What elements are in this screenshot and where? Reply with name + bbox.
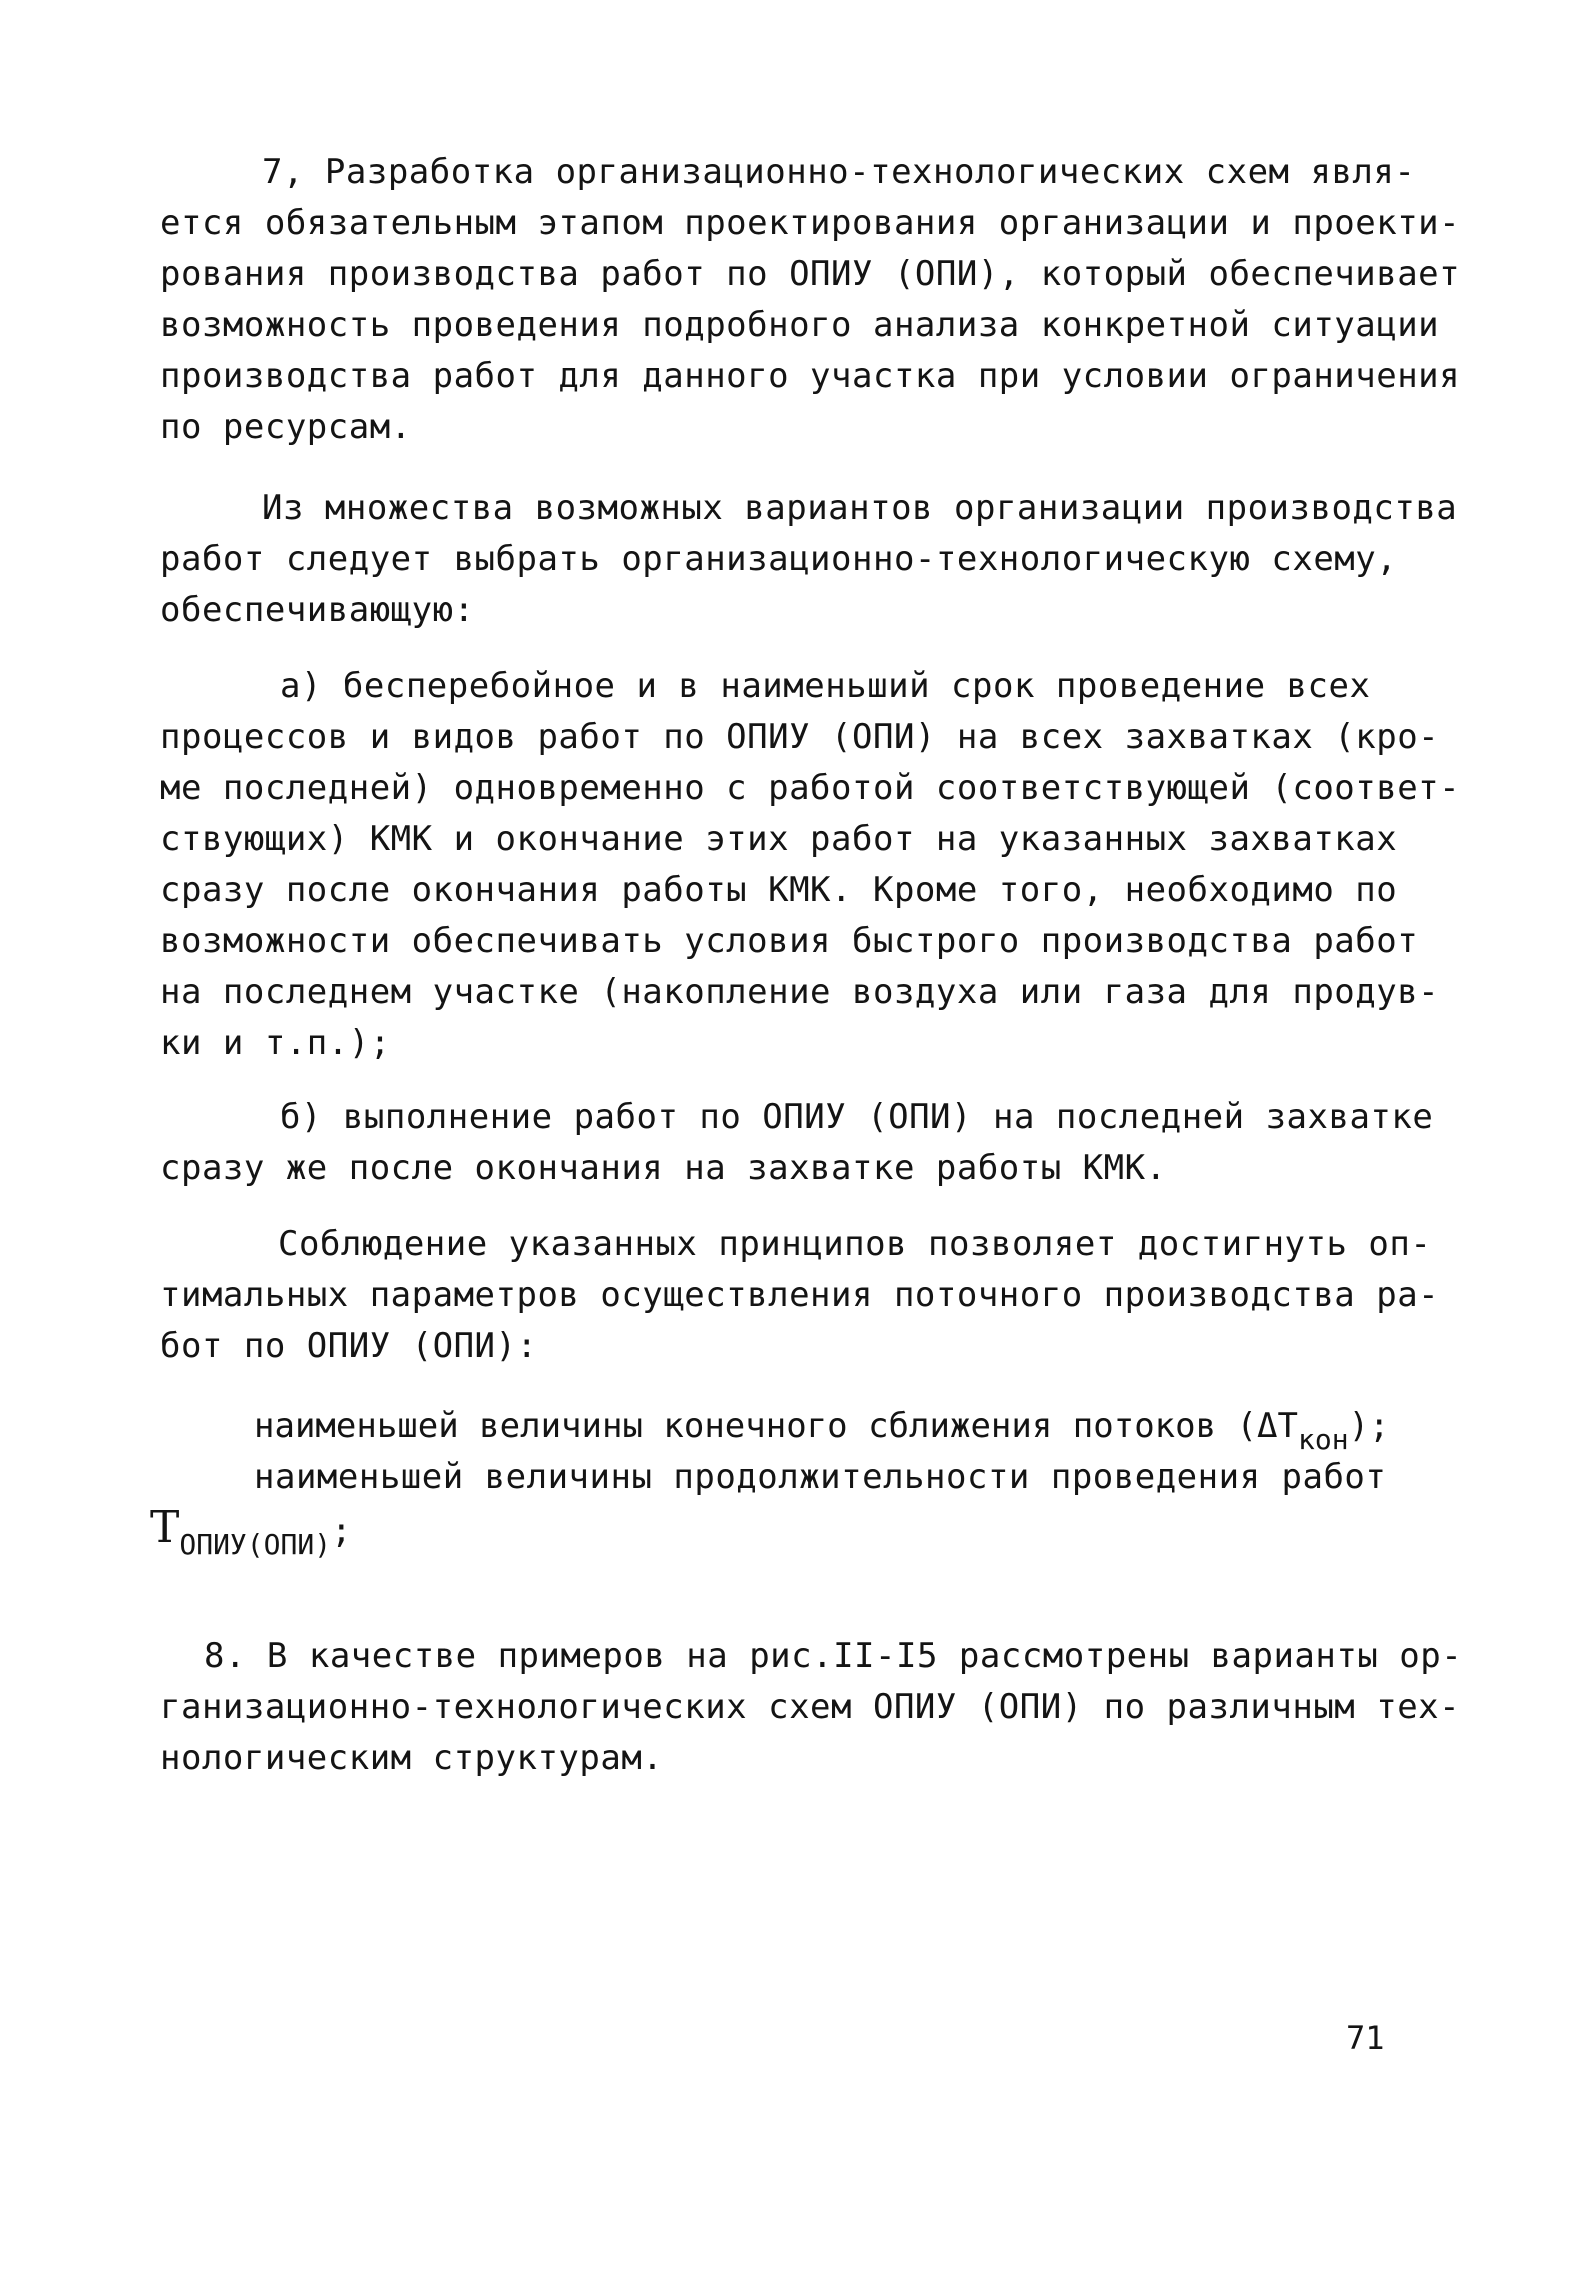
paragraph-8-line-2: ганизационно-технологических схем ОПИУ (ОПИ) по различным тех- (160, 1687, 1461, 1727)
item-a-line-4: ствующих) КМК и окончание этих работ на указанных захватках (160, 819, 1398, 859)
paragraph-principles-line-2: тимальных параметров осуществления поточного производства ра- (160, 1275, 1440, 1315)
criterion-duration-end: ; (331, 1511, 352, 1551)
paragraph-7-line-2: ется обязательным этапом проектирования организации и проекти- (160, 203, 1461, 243)
criterion-duration-formula (150, 1502, 352, 1561)
item-a-line-8: ки и т.п.); (160, 1023, 391, 1063)
paragraph-7-line-1: 7, Разработка организационно-технологических схем явля- (262, 152, 1416, 192)
paragraph-choice-line-1: Из множества возможных вариантов организации производства (262, 488, 1458, 528)
item-b-line-1: б) выполнение работ по ОПИУ (ОПИ) на последней захватке (280, 1097, 1434, 1137)
paragraph-choice-line-3: обеспечивающую: (160, 590, 475, 630)
item-b-line-2: сразу же после окончания на захватке работы КМК. (160, 1148, 1167, 1188)
paragraph-7-line-6: по ресурсам. (160, 407, 412, 447)
page-number: 71 (1346, 2019, 1385, 2057)
kon-subscript: кон (1297, 1423, 1349, 1456)
paragraph-7-line-5: производства работ для данного участка при условии ограничения (160, 356, 1461, 396)
item-a-line-1: а) бесперебойное и в наименьший срок проведение всех (280, 666, 1371, 706)
delta-t-symbol: ΔT (1257, 1406, 1298, 1446)
opiu-subscript: ОПИУ(ОПИ) (179, 1528, 332, 1561)
paragraph-7-line-4: возможность проведения подробного анализа конкретной ситуации (160, 305, 1440, 345)
criterion-convergence-text: наименьшей величины конечного сближения потоков ( (254, 1406, 1258, 1446)
item-a-line-2: процессов и видов работ по ОПИУ (ОПИ) на всех захватках (кро- (160, 717, 1440, 757)
criterion-convergence (254, 1404, 1390, 1456)
paragraph-8-line-3: нологическим структурам. (160, 1738, 664, 1778)
item-a-line-6: возможности обеспечивать условия быстрого производства работ (160, 921, 1419, 961)
item-a-line-5: сразу после окончания работы КМК. Кроме того, необходимо по (160, 870, 1398, 910)
paragraph-choice-line-2: работ следует выбрать организационно-технологическую схему, (160, 539, 1398, 579)
criterion-convergence-end: ); (1348, 1406, 1390, 1446)
paragraph-7-line-3: рования производства работ по ОПИУ (ОПИ), который обеспечивает (160, 254, 1461, 294)
paragraph-principles-line-1: Соблюдение указанных принципов позволяет достигнуть оп- (278, 1224, 1432, 1264)
item-a-line-3: ме последней) одновременно с работой соответствующей (соответ- (160, 768, 1461, 808)
item-a-line-7: на последнем участке (накопление воздуха или газа для продув- (160, 972, 1440, 1012)
t-symbol: T (150, 1502, 180, 1553)
criterion-duration: наименьшей величины продолжительности проведения работ (254, 1457, 1387, 1497)
paragraph-principles-line-3: бот по ОПИУ (ОПИ): (160, 1326, 538, 1366)
paragraph-8-line-1: 8. В качестве примеров на рис.II-I5 рассмотрены варианты ор- (204, 1636, 1463, 1676)
